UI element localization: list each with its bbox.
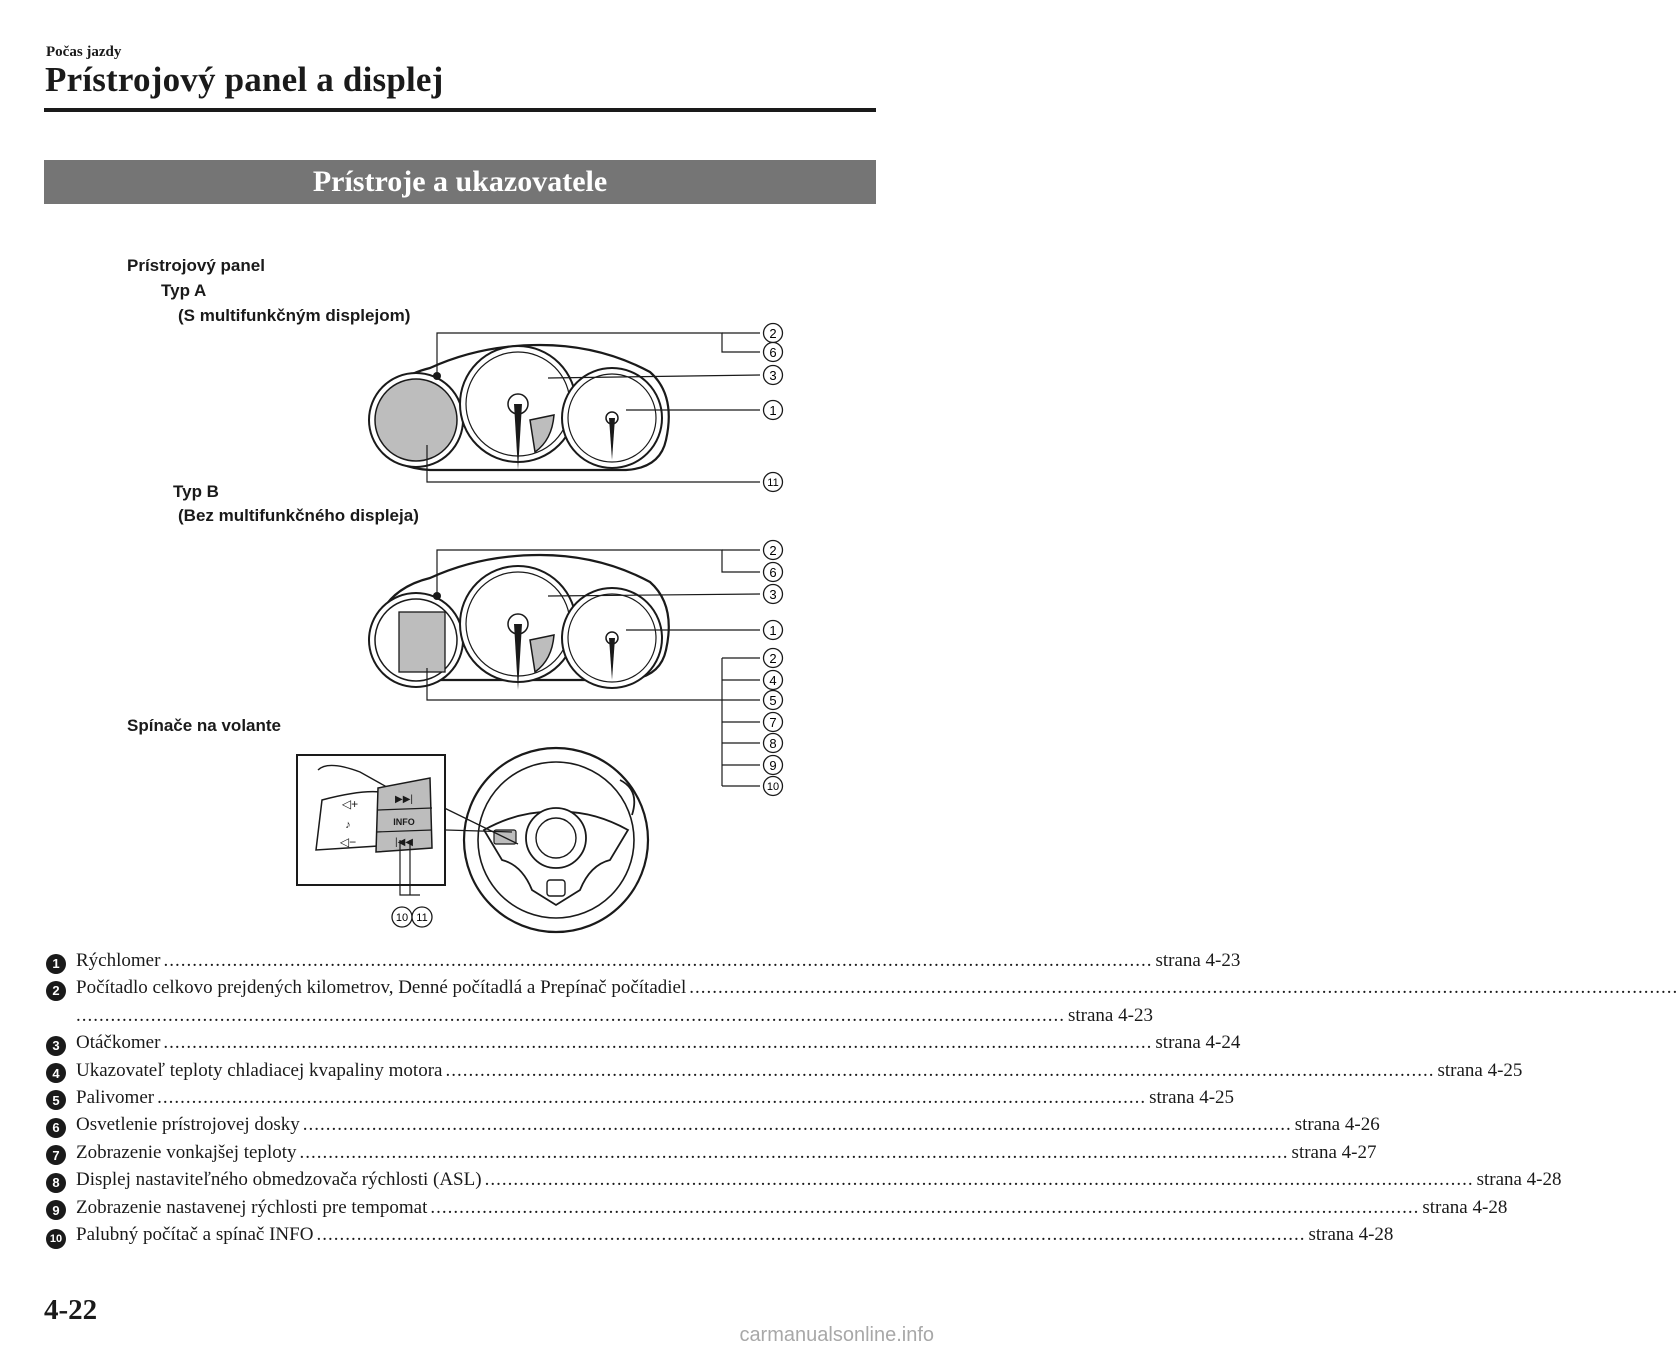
item-page: strana 4-24	[1155, 1032, 1241, 1054]
leader-dots: ............................................................................................................................................................................	[163, 1032, 1153, 1054]
svg-text:9: 9	[769, 758, 777, 773]
item-number: 5	[46, 1090, 66, 1110]
svg-text:11: 11	[416, 912, 428, 924]
callout-b-10	[764, 777, 783, 796]
svg-text:2: 2	[769, 326, 777, 341]
section-banner: Prístroje a ukazovatele	[44, 160, 876, 204]
callout-b-4	[764, 671, 783, 690]
cluster-type-b	[369, 550, 760, 786]
item-number: 6	[46, 1118, 66, 1138]
instrument-figure	[0, 0, 960, 940]
item-number: 7	[46, 1145, 66, 1165]
callout-a-3	[764, 366, 783, 385]
svg-text:3: 3	[769, 368, 777, 383]
steering-label: Spínače na volante	[127, 716, 281, 735]
svg-text:2: 2	[769, 651, 777, 666]
type-a-sub: (S multifunkčným displejom)	[178, 306, 411, 325]
list-item	[46, 1223, 1394, 1251]
item-number: 10	[46, 1229, 66, 1249]
cluster-type-a	[369, 333, 760, 482]
item-number: 4	[46, 1063, 66, 1083]
item-text: Zobrazenie nastavenej rýchlosti pre tempomat	[76, 1196, 428, 1218]
list-item	[46, 1004, 1153, 1032]
svg-text:10: 10	[766, 781, 780, 793]
svg-text:▶▶|: ▶▶|	[395, 794, 413, 805]
leader-dots: ............................................................................................................................................................................	[316, 1223, 1306, 1245]
item-text: Osvetlenie prístrojovej dosky	[76, 1114, 300, 1136]
list-item	[46, 977, 1678, 1004]
item-text: Ukazovateľ teploty chladiacej kvapaliny motora	[76, 1059, 443, 1081]
switch-inset	[297, 755, 445, 895]
callout-b-6	[764, 563, 783, 582]
list-item	[46, 1141, 1377, 1169]
list-item	[46, 1059, 1523, 1087]
item-page: strana 4-28	[1422, 1196, 1508, 1218]
svg-text:6: 6	[769, 565, 777, 580]
item-page: strana 4-25	[1437, 1059, 1523, 1081]
svg-text:11: 11	[767, 477, 779, 489]
item-page: strana 4-26	[1294, 1114, 1380, 1136]
item-text: Palivomer	[76, 1086, 155, 1108]
svg-text:3: 3	[769, 587, 777, 602]
item-number: 1	[46, 954, 66, 974]
item-number: 9	[46, 1200, 66, 1220]
callout-b-9	[764, 756, 783, 775]
item-page: strana 4-25	[1149, 1086, 1235, 1108]
list-item	[46, 1032, 1241, 1059]
svg-text:◁+: ◁+	[341, 797, 359, 811]
svg-text:6: 6	[769, 345, 777, 360]
leader-dots: ............................................................................................................................................................................	[430, 1196, 1420, 1218]
item-page: strana 4-28	[1476, 1169, 1562, 1191]
item-text: Palubný počítač a spínač INFO	[76, 1223, 314, 1245]
svg-text:1: 1	[769, 403, 777, 418]
callout-b-8	[764, 734, 783, 753]
reference-list	[46, 950, 1678, 1251]
item-number: 8	[46, 1173, 66, 1193]
steering-wheel	[428, 748, 648, 932]
list-item	[46, 1196, 1508, 1224]
chapter-title: Prístrojový panel a displej	[45, 60, 444, 99]
list-item	[46, 950, 1241, 977]
svg-text:2: 2	[769, 543, 777, 558]
callout-b-5	[764, 691, 783, 710]
leader-dots: ............................................................................................................................................................................	[689, 977, 1678, 999]
panel-label: Prístrojový panel	[127, 256, 265, 275]
svg-text:|◀◀: |◀◀	[395, 837, 413, 848]
callout-a-6	[764, 343, 783, 362]
info-switch-label: INFO	[393, 817, 415, 827]
page-number: 4-22	[44, 1294, 98, 1326]
leader-dots: ............................................................................................................................................................................	[76, 1004, 1065, 1026]
leader-dots: ............................................................................................................................................................................	[157, 1086, 1147, 1108]
callout-b-7	[764, 713, 783, 732]
item-text: Displej nastaviteľného obmedzovača rýchlosti (ASL)	[76, 1169, 482, 1191]
type-b-sub: (Bez multifunkčného displeja)	[178, 506, 419, 525]
callout-a-2	[764, 324, 783, 343]
svg-text:7: 7	[769, 715, 777, 730]
item-page: strana 4-28	[1308, 1223, 1394, 1245]
item-page: strana 4-23	[1155, 950, 1241, 971]
leader-dots: ............................................................................................................................................................................	[299, 1141, 1289, 1163]
svg-text:◁−: ◁−	[339, 835, 357, 849]
list-item	[46, 1114, 1380, 1141]
leader-dots: ............................................................................................................................................................................	[302, 1114, 1292, 1136]
item-page: strana 4-23	[1068, 1004, 1153, 1026]
leader-dots: ............................................................................................................................................................................	[445, 1059, 1435, 1081]
item-text: Otáčkomer	[76, 1032, 161, 1054]
leader-dots: ............................................................................................................................................................................	[163, 950, 1153, 971]
svg-text:10: 10	[395, 912, 409, 924]
callout-b-2	[764, 541, 783, 560]
item-page: strana 4-27	[1291, 1141, 1377, 1163]
callout-b-2b	[764, 649, 783, 668]
item-number: 3	[46, 1036, 66, 1056]
svg-text:4: 4	[769, 673, 777, 688]
svg-text:♪: ♪	[345, 819, 351, 831]
list-item	[46, 1169, 1562, 1196]
callout-s-10	[392, 907, 412, 927]
callout-b-3	[764, 585, 783, 604]
callout-b-1	[764, 621, 783, 640]
type-a-label: Typ A	[161, 281, 207, 300]
item-text: Rýchlomer	[76, 950, 161, 971]
item-text: Zobrazenie vonkajšej teploty	[76, 1141, 297, 1163]
item-text: Počítadlo celkovo prejdených kilometrov, Denné počítadlá a Prepínač počítadiel	[76, 977, 687, 999]
breadcrumb: Počas jazdy	[46, 44, 122, 60]
list-item	[46, 1086, 1235, 1114]
item-number: 2	[46, 981, 66, 1001]
leader-dots: ............................................................................................................................................................................	[484, 1169, 1474, 1191]
svg-text:5: 5	[769, 693, 777, 708]
callout-a-1	[764, 401, 783, 420]
watermark: carmanualsonline.info	[739, 1324, 934, 1346]
callout-s-11	[412, 907, 432, 927]
type-b-label: Typ B	[173, 482, 219, 501]
svg-text:1: 1	[769, 623, 777, 638]
svg-text:8: 8	[769, 736, 777, 751]
callout-a-11	[764, 473, 783, 492]
